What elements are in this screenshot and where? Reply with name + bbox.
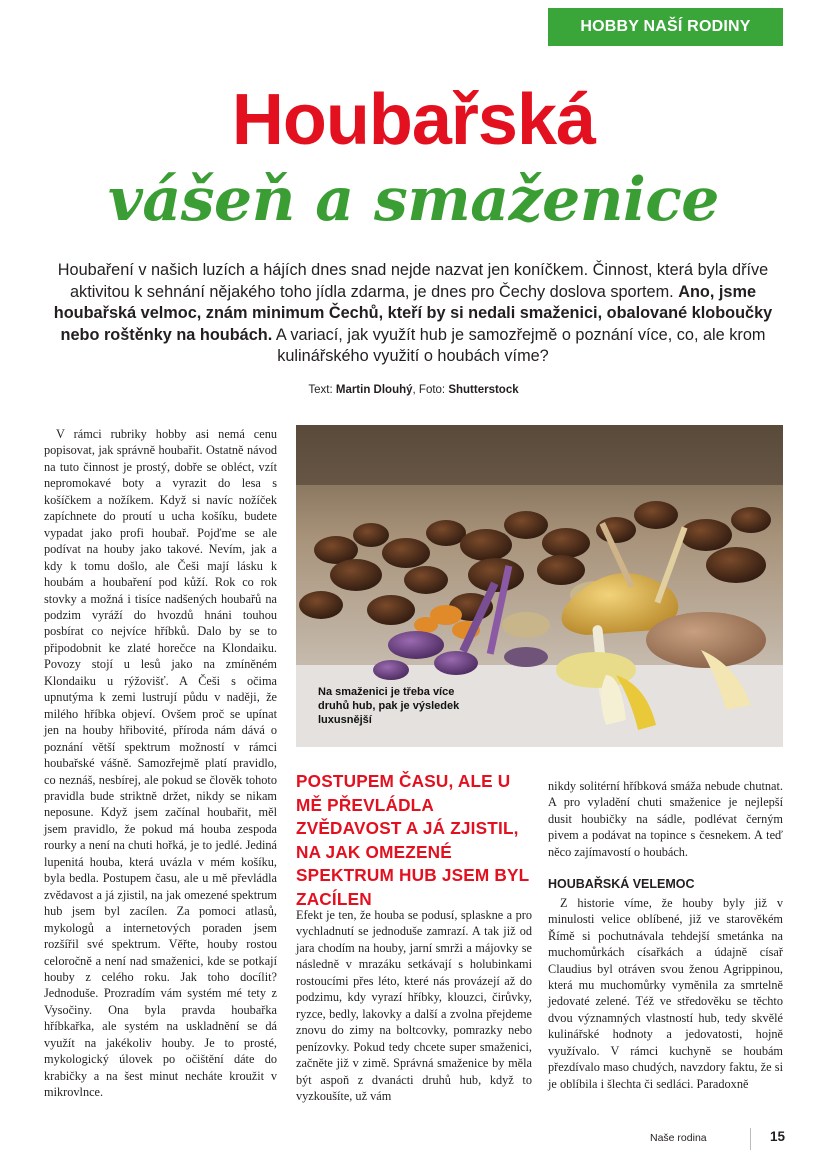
lead-bold: Ano, jsme houbařská velmoc, znám minimum Čechů, kteří by si nedali smaženici, obalované kloboučky nebo roštěnky na houbách. — [53, 282, 773, 344]
section-banner: HOBBY NAŠÍ RODINY — [548, 8, 783, 46]
article-column-3 — [548, 778, 783, 1092]
lead-text: Houbaření v našich luzích a hájích dnes snad nejde nazvat jen koníčkem. Činnost, která byla dříve aktivitou k sehnání nějakého toho jídla zdarma, je dnes pro Čechy doslova sportem. — [57, 261, 769, 301]
column2-text: Efekt je ten, že houba se podusí, splaskne a pro vychladnutí se jednoduše zamrazí. A tak již od jara chodím na houby, jarní smrži a májovky se následně v mrazáku setkávají s holubinkami rostoucími přes léto, které nás provázejí až do podzimu, kdy vyrazí hříbky, klouzci, čirůvky, ryzce, bedly, lakovky a další a zvolna přejdeme znovu do zimy na boltcovky, pomrazky nebo penízovky. Pokud tedy chcete super smaženici, začněte již v zimě. Správná smaženice by měla být aspoň z dvanácti druhů hub, když to vyzkoušíte, už vám — [296, 908, 532, 1103]
author-name: Martin Dlouhý — [335, 384, 413, 396]
lead-text-end: A variací, jak využít hub je samozřejmě o poznání více, co, ale krom kulinářského využití o houbách víme? — [272, 325, 766, 365]
magazine-name: Naše rodina — [650, 1132, 707, 1144]
credit-text-label: Text: — [308, 384, 336, 396]
photo-source: Shutterstock — [448, 384, 519, 396]
photo-caption: Na smaženici je třeba více druhů hub, pak je výsledek luxusnější — [318, 686, 460, 726]
section-subheading: HOUBAŘSKÁ VELEMOC — [548, 877, 695, 892]
credit-photo-label: , Foto: — [412, 384, 449, 396]
article-column-2 — [296, 907, 532, 1104]
column3-body-text: Z historie víme, že houby byly již v minulosti velice oblíbené, již ve starověkém Římě si pochutnávala tehdejší smetánka na muchomůrkách císařkách a údajně císař Claudius byl otráven svou ženou Agrippinou, která mu muchomůrky vyměnila za smrtelně jedovaté zelené. Též ve středověku se těchto dvou významných vlastností hub, tedy skvělé kulinářské hodnoty a jedovatosti, hojně využívalo. V rámci kuchyně se houbám přezdívalo maso chudých, navzdory faktu, že si je oblíbila i šlechta či sedláci. Paradoxně — [548, 895, 783, 1091]
byline — [0, 384, 827, 396]
lead-paragraph — [52, 260, 774, 368]
column1-text: V rámci rubriky hobby asi nemá cenu popisovat, jak správně houbařit. Ostatně návod na tuto činnost je prostý, dobře se obléct, vzít nepromokavé boty a vyrazit do lesa s košíčkem a nožíkem. Když si navíc nožíček zapíchnete do proutí u ucha košíku, budete vypadat jako profi houbař. Pojďme se ale podívat na houby jako takové. Nevím, jak a kdy k tomu došlo, ale Češi mají lásku k houbám a houbaření pod kůží. Rok co rok stovky a možná i tisíce nadšených houbařů na podzim vyráží do hvozdů hnáni touhou posbírat co nejvíce hříbků. Dalo by se to připodobnit ke zlaté horečce na Klondaiku. Povozy stojí u lesů jako na zmíněném Klondaiku u rýžovišť. A Češi s očima upnutýma k zemi lustrují půdu v naději, že milého hříbka objeví. Ovšem proč se upínat jen na houby hřibovité, příroda nám dává o poznání větší spektrum možností v rámci houbařské vášně. Samozřejmě platí pravidlo, co neznáš, nesbírej, ale pokud se člověk tohoto pravidla bude striktně držet, nikdy se nikam neposune. Když jsem začínal houbařit, měl jsem pravidlo, že pokud má houba zespoda rourky a není na chuti hořká, je to jedlé. Jediná lupenitá houba, která uvázla v mém košíku, byla bedla. Postupem času, ale u mě převládla zvědavost a já zjistil, na jak omezené spektrum hub jsem byl zacílen. Za pomoci atlasů, mykologů a internetových poraden jsem rozšířil své spektrum. Věřte, houby rostou celoročně a není nad smaženici, kde se potkají houby z celého roku. Jak toho docílit? Jednoduše. Prozradím vám systém mé tety z Vysočiny. Ona byla pravda houbařka hříbkařka, ale systém na uskladnění se dá využít na jakékoliv houby. Je to prosté, mykologický úlovek po očištění dáte do krabičky a na šest minut necháte kroužit v mikrovlnce. — [44, 427, 277, 1100]
article-column-1 — [44, 426, 277, 1101]
footer-divider — [750, 1128, 751, 1150]
page-number: 15 — [770, 1129, 786, 1144]
column3-top-text: nikdy solitérní hříbková smáža nebude chutnat. A pro vyladění chuti smaženice je nejlepší dusit houbičky na sádle, podlévat černým pivem a podávat na topince s česnekem. A teď něco zajímavostí o houbách. — [548, 779, 783, 859]
headline-line2: vášeň a smaženice — [108, 165, 719, 235]
headline-line1: Houbařská — [231, 80, 596, 160]
pull-quote: POSTUPEM ČASU, ALE U MĚ PŘEVLÁDLA ZVĚDAVOST A JÁ ZJISTIL, NA JAK OMEZENÉ SPEKTRUM HUB JSEM BYL ZACÍLEN — [296, 771, 530, 909]
